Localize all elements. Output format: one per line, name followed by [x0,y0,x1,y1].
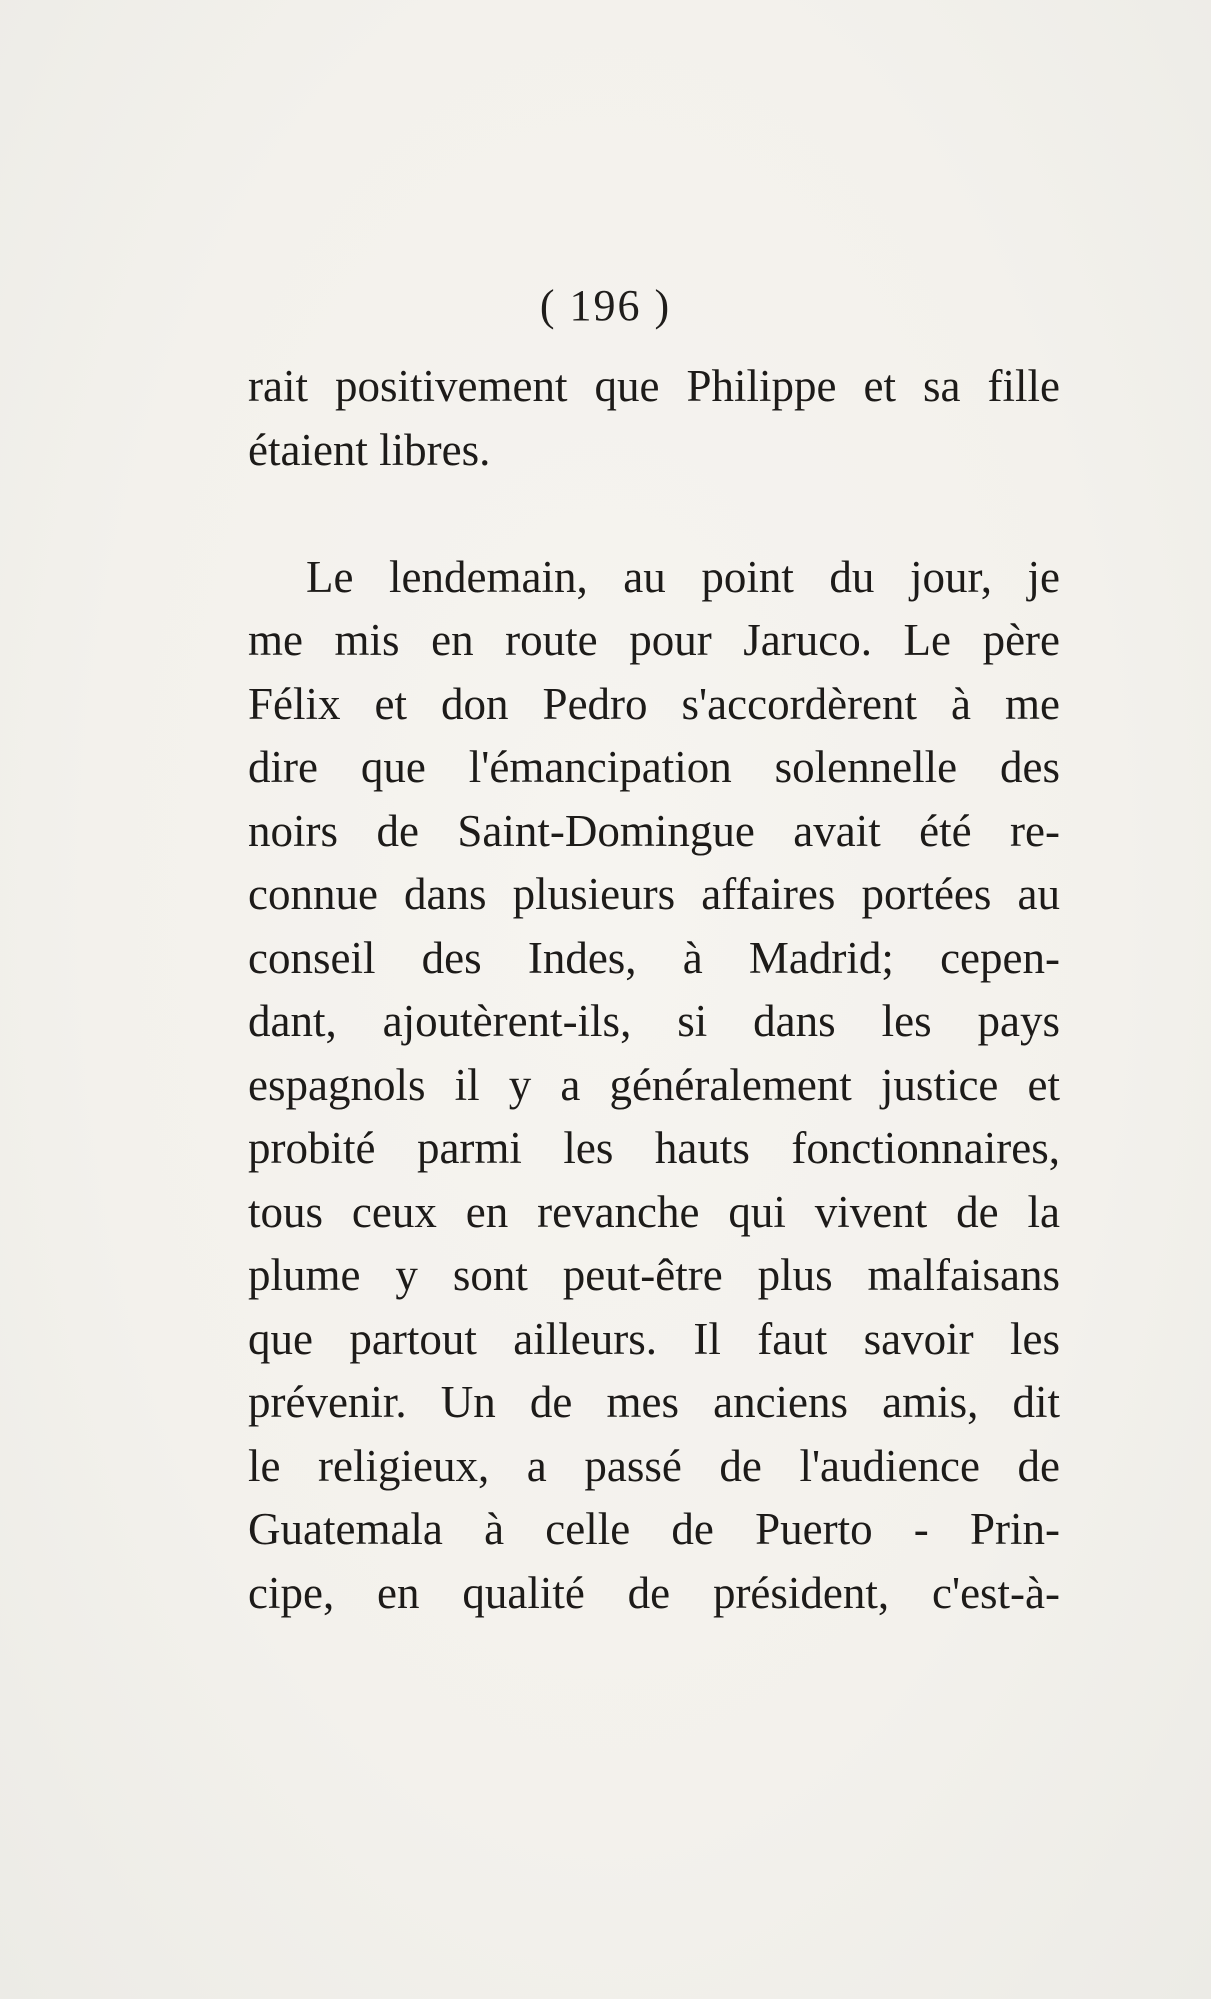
text-line: Guatemala à celle de Puerto - Prin- [248,1504,1060,1554]
text-line: que partout ailleurs. Il faut savoir les [248,1313,1060,1364]
text-line: cipe, en qualité de président, c'est-à- [248,1567,1060,1618]
text-line: Félix et don Pedro s'accordèrent à me [248,678,1060,729]
text-line: me mis en route pour Jaruco. Le père [248,615,1060,665]
text-line: conseil des Indes, à Madrid; cepen- [248,932,1060,983]
text-line: dire que l'émancipation solennelle des [248,742,1060,792]
text-line: Le lendemain, au point du jour, je [306,551,1060,602]
body-text [248,355,1060,1625]
text-line: noirs de Saint-Domingue avait été re- [248,805,1060,856]
text-line: dant, ajoutèrent-ils, si dans les pays [248,996,1060,1046]
text-line: rait positivement que Philippe et sa fille [248,361,1060,411]
paragraph-break [248,482,1060,546]
text-line: espagnols il y a généralement justice et [248,1059,1060,1110]
text-line: plume y sont peut-être plus malfaisans [248,1250,1060,1300]
text-line: prévenir. Un de mes anciens amis, dit [248,1377,1060,1427]
text-line: le religieux, a passé de l'audience de [248,1440,1060,1491]
text-line: étaient libres. [248,424,491,475]
page-number: ( 196 ) [539,281,672,330]
text-line: probité parmi les hauts fonctionnaires, [248,1123,1060,1173]
text-line: connue dans plusieurs affaires portées au [248,869,1060,919]
text-line: tous ceux en revanche qui vivent de la [248,1186,1060,1237]
